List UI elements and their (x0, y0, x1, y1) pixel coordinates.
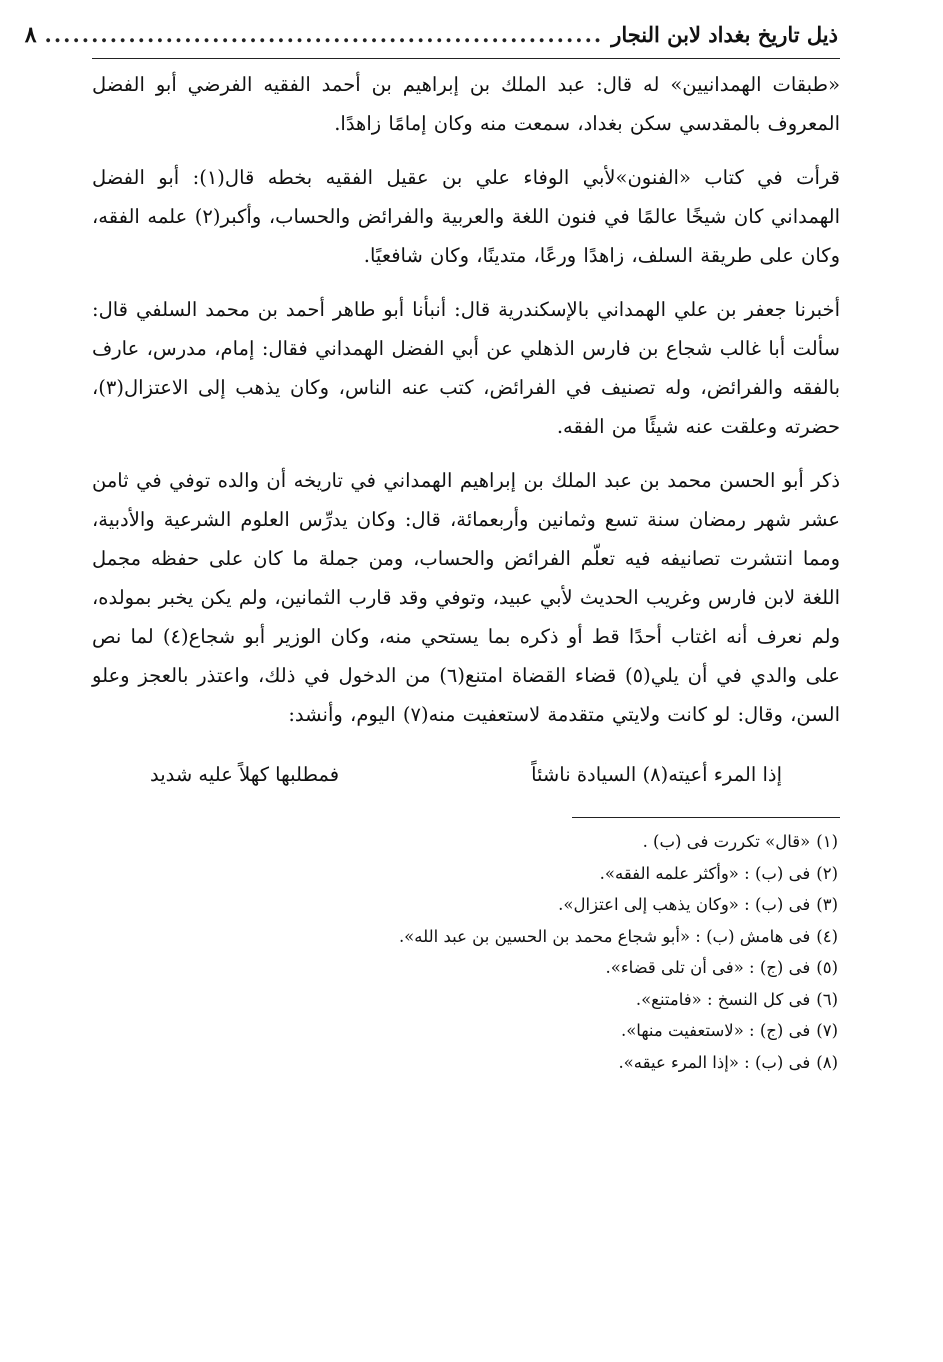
running-header (24, 22, 840, 59)
footnote-number: (١) (816, 832, 838, 851)
book-page (24, 22, 840, 1078)
footnote-text: فى كل النسخ : «فامتنع». (635, 989, 811, 1009)
footnote-text: فى (ج) : «لاستعفيت منها». (620, 1021, 811, 1040)
footnote-text: فى (ب) : «وأكثر علمه الفقه». (599, 863, 811, 883)
footnote-number: (٥) (816, 958, 838, 977)
footnote (92, 826, 838, 858)
poetry-verse (92, 749, 840, 795)
paragraph-1: «طبقات الهمدانيين» له قال: عبد الملك بن إبراهيم بن أحمد الفقيه الفرضي أبو الفضل المعروف بالمقدسي سكن بغداد، سمعت منه وكان إمامًا زاهدًا. (92, 73, 840, 135)
footnote (92, 1047, 838, 1079)
footnote-number: (٣) (816, 895, 838, 914)
footnote (92, 889, 838, 921)
footnote-text: فى هامش (ب) : «أبو شجاع محمد بن الحسين بن عبد الله». (398, 926, 811, 946)
footnote-number: (٢) (816, 863, 838, 883)
main-text (92, 65, 840, 795)
footnote-number: (٦) (816, 989, 838, 1009)
footnote (92, 858, 838, 890)
footnote-text: فى (ب) : «وكان يذهب إلى اعتزال». (558, 895, 811, 914)
footnote-text: فى (ج) : «فى أن تلى قضاء». (605, 958, 811, 977)
footnote-text: فى (ب) : «إذا المرء عيقه». (618, 1052, 811, 1072)
footnote-number: (٤) (816, 926, 838, 946)
footnote-text: «قال» تكررت فى (ب) . (642, 832, 811, 851)
footnote (92, 1015, 838, 1047)
paragraph-4: ذكر أبو الحسن محمد بن عبد الملك بن إبراهيم الهمداني في تاريخه أن والده توفي في ثامن عشر شهر رمضان سنة تسع وثمانين وأربعمائة، قال: وكان يدرِّس العلوم الشرعية والأدبية، ومما انتشرت تصانيفه فيه تعلّم الفرائض والحساب، ومن جملة ما كان على حفظه مجمل اللغة لابن فارس وغريب الحديث لأبي عبيد، وتوفي وقد قارب الثمانين، ولم يكن يخبر بمولده، ولم نعرف أنه اغتاب أحدًا قط أو ذكره بما يستحي منه، وكان الوزير أبو شجاع(٤) لما نص على والدي في أن يلي(٥) قضاء القضاة امتنع(٦) من الدخول في ذلك، واعتذر بالعجز وعلو السن، وقال: لو كانت ولايتي متقدمة لاستعفيت منه(٧) اليوم، وأنشد: (92, 469, 840, 726)
verse-second-hemistich: فمطلبها كهلاً عليه شديد (150, 763, 340, 786)
page-number: ٨ (24, 22, 37, 48)
footnote (92, 921, 838, 953)
paragraph-3: أخبرنا جعفر بن علي الهمداني بالإسكندرية قال: أنبأنا أبو طاهر أحمد بن محمد السلفي قال: سألت أبا غالب شجاع بن فارس الذهلي عن أبي الفضل الهمداني فقال: إمام، مدرس، عارف بالفقه والفرائض، وله تصنيف في الفرائض، كتب عنه الناس، وكان يذهب إلى الاعتزال(٣)، حضرته وعلقت عنه شيئًا من الفقه. (92, 298, 840, 438)
footnote-divider (572, 817, 840, 818)
footnote-number: (٨) (816, 1052, 838, 1072)
footnote (92, 952, 838, 984)
footnote-number: (٧) (816, 1021, 838, 1040)
footnote (92, 984, 838, 1016)
leader-dots: ............................................................ (44, 22, 604, 47)
verse-first-hemistich: إذا المرء أعيته(٨) السيادة ناشئاً (531, 763, 782, 786)
paragraph-2: قرأت في كتاب «الفنون»لأبي الوفاء علي بن عقيل الفقيه بخطه قال(١): أبو الفضل الهمداني كان شيخًا عالمًا في فنون اللغة والعربية والفرائض والحساب، وأكبر(٢) علمه الفقه، وكان على طريقة السلف، زاهدًا ورعًا، متدينًا، وكان شافعيًا. (92, 166, 840, 267)
footnotes-list (92, 826, 840, 1078)
book-title: ذيل تاريخ بغداد لابن النجار (611, 22, 838, 47)
